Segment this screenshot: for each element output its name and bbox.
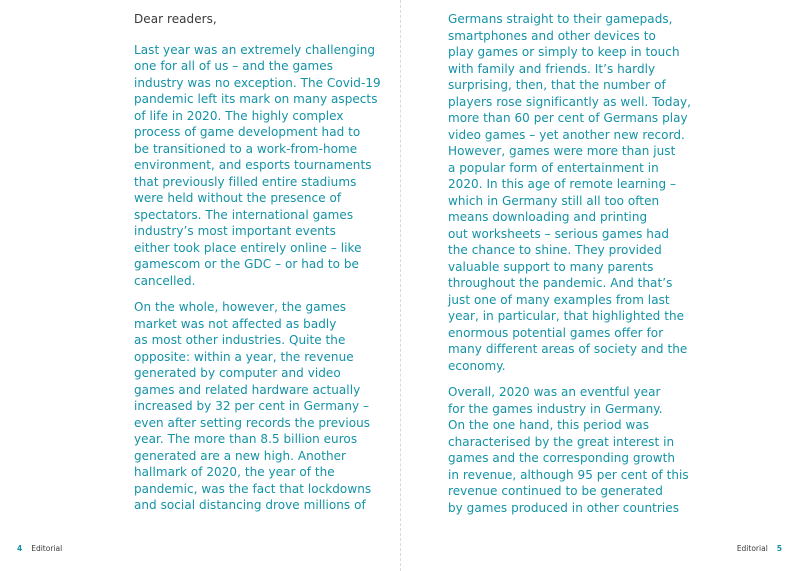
text-line: increased by 32 per cent in Germany – xyxy=(134,399,370,413)
text-line: in revenue, although 95 per cent of this xyxy=(448,467,689,482)
right-text-column xyxy=(448,11,691,526)
page-number: 4 xyxy=(17,544,23,553)
text-line: market was not affected as badly xyxy=(134,316,337,331)
text-line: spectators. The international games xyxy=(134,207,354,222)
text-line: revenue continued to be generated xyxy=(448,484,663,498)
paragraph xyxy=(448,11,691,374)
text-line: means downloading and printing xyxy=(448,210,648,224)
text-line: one for all of us – and the games xyxy=(134,59,334,73)
page-number: 5 xyxy=(776,544,782,553)
text-line: even after setting records the previous xyxy=(134,415,371,430)
text-line: industry was no exception. The Covid-19 xyxy=(134,75,381,90)
text-line: environment, and esports tournaments xyxy=(134,158,372,172)
text-line: surprising, then, that the number of xyxy=(448,78,666,92)
text-line: enormous potential games offer for xyxy=(448,325,664,340)
text-line: pandemic left its mark on many aspects xyxy=(134,92,378,106)
section-label: Editorial xyxy=(31,544,63,553)
text-line: process of game development had to xyxy=(134,125,361,139)
text-line: Last year was an extremely challenging xyxy=(134,42,376,57)
text-line: many different areas of society and the xyxy=(448,342,688,356)
text-line: generated are a new high. Another xyxy=(134,448,347,463)
text-line: which in Germany still all too often xyxy=(448,193,660,208)
text-line: industry’s most important events xyxy=(134,224,336,238)
text-line: a popular form of entertainment in xyxy=(448,160,659,175)
salutation: Dear readers, xyxy=(134,12,217,26)
text-line: year, in particular, that highlighted the xyxy=(448,309,685,323)
text-line: players rose significantly as well. Today, xyxy=(448,94,691,109)
text-line: as most other industries. Quite the xyxy=(134,333,346,347)
text-line: Germans straight to their gamepads, xyxy=(448,12,673,26)
page-footer-left xyxy=(17,544,62,553)
text-line: 2020. In this age of remote learning – xyxy=(448,177,677,191)
text-line: games and related hardware actually xyxy=(134,382,361,397)
text-line: hallmark of 2020, the year of the xyxy=(134,465,335,479)
text-line: economy. xyxy=(448,358,506,373)
text-line: just one of many examples from last xyxy=(448,292,670,307)
text-line: pandemic, was the fact that lockdowns xyxy=(134,481,372,496)
text-line: more than 60 per cent of Germans play xyxy=(448,111,688,125)
text-line: generated by computer and video xyxy=(134,366,341,380)
text-line: smartphones and other devices to xyxy=(448,28,656,43)
text-line: were held without the presence of xyxy=(134,191,342,205)
text-line: for the games industry in Germany. xyxy=(448,401,663,416)
text-line: throughout the pandemic. And that’s xyxy=(448,276,673,290)
text-line: with family and friends. It’s hardly xyxy=(448,61,656,76)
text-line: On the one hand, this period was xyxy=(448,418,650,432)
text-line: that previously filled entire stadiums xyxy=(134,174,357,189)
text-line: by games produced in other countries xyxy=(448,500,680,515)
text-line: of life in 2020. The highly complex xyxy=(134,108,344,123)
paragraph xyxy=(448,384,688,516)
text-line: opposite: within a year, the revenue xyxy=(134,349,354,364)
text-line: Overall, 2020 was an eventful year xyxy=(448,385,661,399)
text-line: video games – yet another new record. xyxy=(448,127,685,142)
text-line: and social distancing drove millions of xyxy=(134,498,366,512)
text-line: gamescom or the GDC – or had to be xyxy=(134,257,359,271)
right-page xyxy=(400,0,800,571)
text-line: be transitioned to a work-from-home xyxy=(134,141,358,156)
text-line: either took place entirely online – like xyxy=(134,240,362,255)
left-text-column xyxy=(134,11,381,524)
text-line: play games or simply to keep in touch xyxy=(448,45,680,59)
paragraph xyxy=(134,42,381,290)
text-line: games and the corresponding growth xyxy=(448,451,675,465)
section-label: Editorial xyxy=(736,544,768,553)
paragraph xyxy=(134,299,370,514)
text-line: However, games were more than just xyxy=(448,144,676,158)
text-line: characterised by the great interest in xyxy=(448,434,675,449)
text-line: year. The more than 8.5 billion euros xyxy=(134,432,358,446)
page-footer-right xyxy=(737,544,782,553)
text-line: On the whole, however, the games xyxy=(134,300,347,314)
text-line: out worksheets – serious games had xyxy=(448,226,670,241)
text-line: valuable support to many parents xyxy=(448,259,654,274)
text-line: cancelled. xyxy=(134,273,196,288)
text-line: the chance to shine. They provided xyxy=(448,243,662,257)
